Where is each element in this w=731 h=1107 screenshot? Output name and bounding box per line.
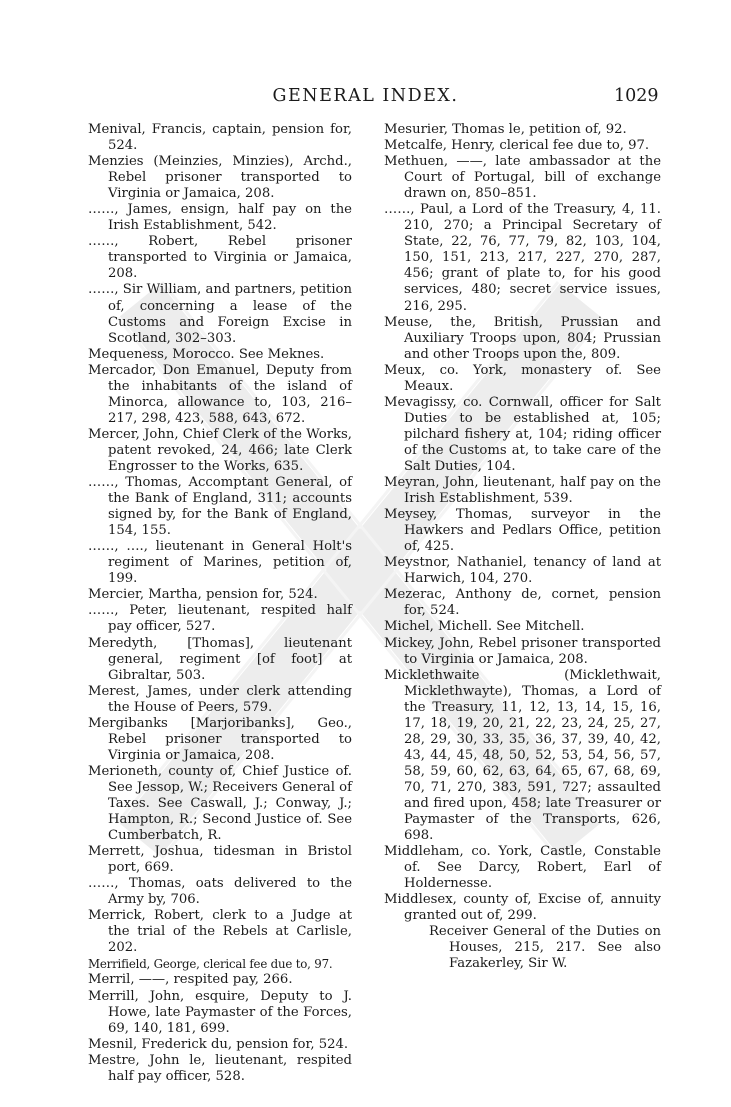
index-entry: Mercador, Don Emanuel, Deputy from the inhabitants of the island of Minorca, allowance to, 103, 216–217, 298, 423, 588, 643, 672. [88,362,352,426]
index-entry: Micklethwaite (Micklethwait, Micklethwayte), Thomas, a Lord of the Treasury, 11, 12, 13, 14, 15, 16, 17, 18, 19, 20, 21, 22, 23, 24, 25, 27, 28, 29, 30, 33, 35, 36, 37, 39, 40, 42, 43, 44, 45, 48, 50, 52, 53, 54, 56, 57, 58, 59, 60, 62, 63, 64, 65, 67, 68, 69, 70, 71, 270, 383, 591, 727; assaulted and fired upon, 458; late Treasurer or Paymaster of the Transports, 626, 698. [384,667,661,844]
index-entry: Mesnil, Frederick du, pension for, 524. [88,1036,349,1052]
index-entry: Michel, Michell. See Mitchell. [384,619,585,635]
right-column [384,122,661,972]
index-entry: Merrifield, George, clerical fee due to, 97. [88,957,333,972]
page-number: 1029 [614,86,659,106]
index-entry: Merioneth, county of, Chief Justice of. See Jessop, W.; Receivers General of Taxes. See Caswall, J.; Conway, J.; Hampton, R.; Second Justice of. See Cumberbatch, R. [88,763,352,844]
index-entry: Menival, Francis, captain, pension for, 524. [88,122,352,154]
index-entry: ……, Thomas, oats delivered to the Army by, 706. [88,876,352,908]
index-entry: Menzies (Meinzies, Minzies), Archd., Rebel prisoner transported to Virginia or Jamaica, 208. [88,154,352,202]
index-entry: Mercier, Martha, pension for, 524. [88,587,318,603]
index-entry: Meystnor, Nathaniel, tenancy of land at Harwich, 104, 270. [384,555,661,587]
index-entry: ……, Robert, Rebel prisoner transported to Virginia or Jamaica, 208. [88,234,352,282]
index-entry: Methuen, ——, late ambassador at the Court of Portugal, bill of exchange drawn on, 850–851. [384,154,661,202]
index-entry: Meyran, John, lieutenant, half pay on the Irish Establishment, 539. [384,475,661,507]
index-entry: ……, James, ensign, half pay on the Irish Establishment, 542. [88,202,352,234]
index-entry: Merrett, Joshua, tidesman in Bristol port, 669. [88,844,352,876]
index-entry: Metcalfe, Henry, clerical fee due to, 97. [384,138,650,154]
index-entry: Merril, ——, respited pay, 266. [88,972,293,988]
index-entry: Mequeness, Morocco. See Meknes. [88,346,325,362]
index-subentry: Receiver General of the Duties on Houses, 215, 217. See also Fazakerley, Sir W. [429,924,661,972]
index-entry: Middleham, co. York, Castle, Constable of. See Darcy, Robert, Earl of Holdernesse. [384,844,661,892]
index-entry: ……, …., lieutenant in General Holt's regiment of Marines, petition of, 199. [88,539,352,587]
index-entry: Meux, co. York, monastery of. See Meaux. [384,362,661,394]
index-entry: Mestre, John le, lieutenant, respited half pay officer, 528. [88,1052,352,1084]
index-entry: Middlesex, county of, Excise of, annuity granted out of, 299. [384,892,661,924]
index-entry: Mercer, John, Chief Clerk of the Works, patent revoked, 24, 466; late Clerk Engrosser to the Works, 635. [88,426,352,474]
index-entry: Meysey, Thomas, surveyor in the Hawkers and Pedlars Office, petition of, 425. [384,507,661,555]
index-entry: Mergibanks [Marjoribanks], Geo., Rebel prisoner transported to Virginia or Jamaica, 208. [88,715,352,763]
index-entry: ……, Peter, lieutenant, respited half pay officer, 527. [88,603,352,635]
index-entry: ……, Paul, a Lord of the Treasury, 4, 11. 210, 270; a Principal Secretary of State, 22, 76, 77, 79, 82, 103, 104, 150, 151, 213, 217, 227, 270, 287, 456; grant of plate to, for his good services, 480; secret service issues, 216, 295. [384,202,661,314]
index-entry: Merrick, Robert, clerk to a Judge at the trial of the Rebels at Carlisle, 202. [88,908,352,956]
index-entry: Merrill, John, esquire, Deputy to J. Howe, late Paymaster of the Forces, 69, 140, 181, 699. [88,988,352,1036]
index-entry: ……, Thomas, Accomptant General, of the Bank of England, 311; accounts signed by, for the Bank of England, 154, 155. [88,475,352,539]
index-entry: Mezerac, Anthony de, cornet, pension for, 524. [384,587,661,619]
index-entry: Mesurier, Thomas le, petition of, 92. [384,122,627,137]
index-entry: Meredyth, [Thomas], lieutenant general, regiment [of foot] at Gibraltar, 503. [88,635,352,683]
left-column [88,122,352,1085]
index-entry: ……, Sir William, and partners, petition of, concerning a lease of the Customs and Foreign Excise in Scotland, 302–303. [88,282,352,346]
index-entry: Mickey, John, Rebel prisoner transported to Virginia or Jamaica, 208. [384,635,661,667]
index-entry: Mevagissy, co. Cornwall, officer for Salt Duties to be established at, 105; pilchard fishery at, 104; riding officer of the Customs at, to take care of the Salt Duties, 104. [384,394,661,474]
page-title: GENERAL INDEX. [272,86,459,106]
index-entry: Meuse, the, British, Prussian and Auxiliary Troops upon, 804; Prussian and other Troops upon the, 809. [384,314,661,362]
index-entry: Merest, James, under clerk attending the House of Peers, 579. [88,683,352,715]
